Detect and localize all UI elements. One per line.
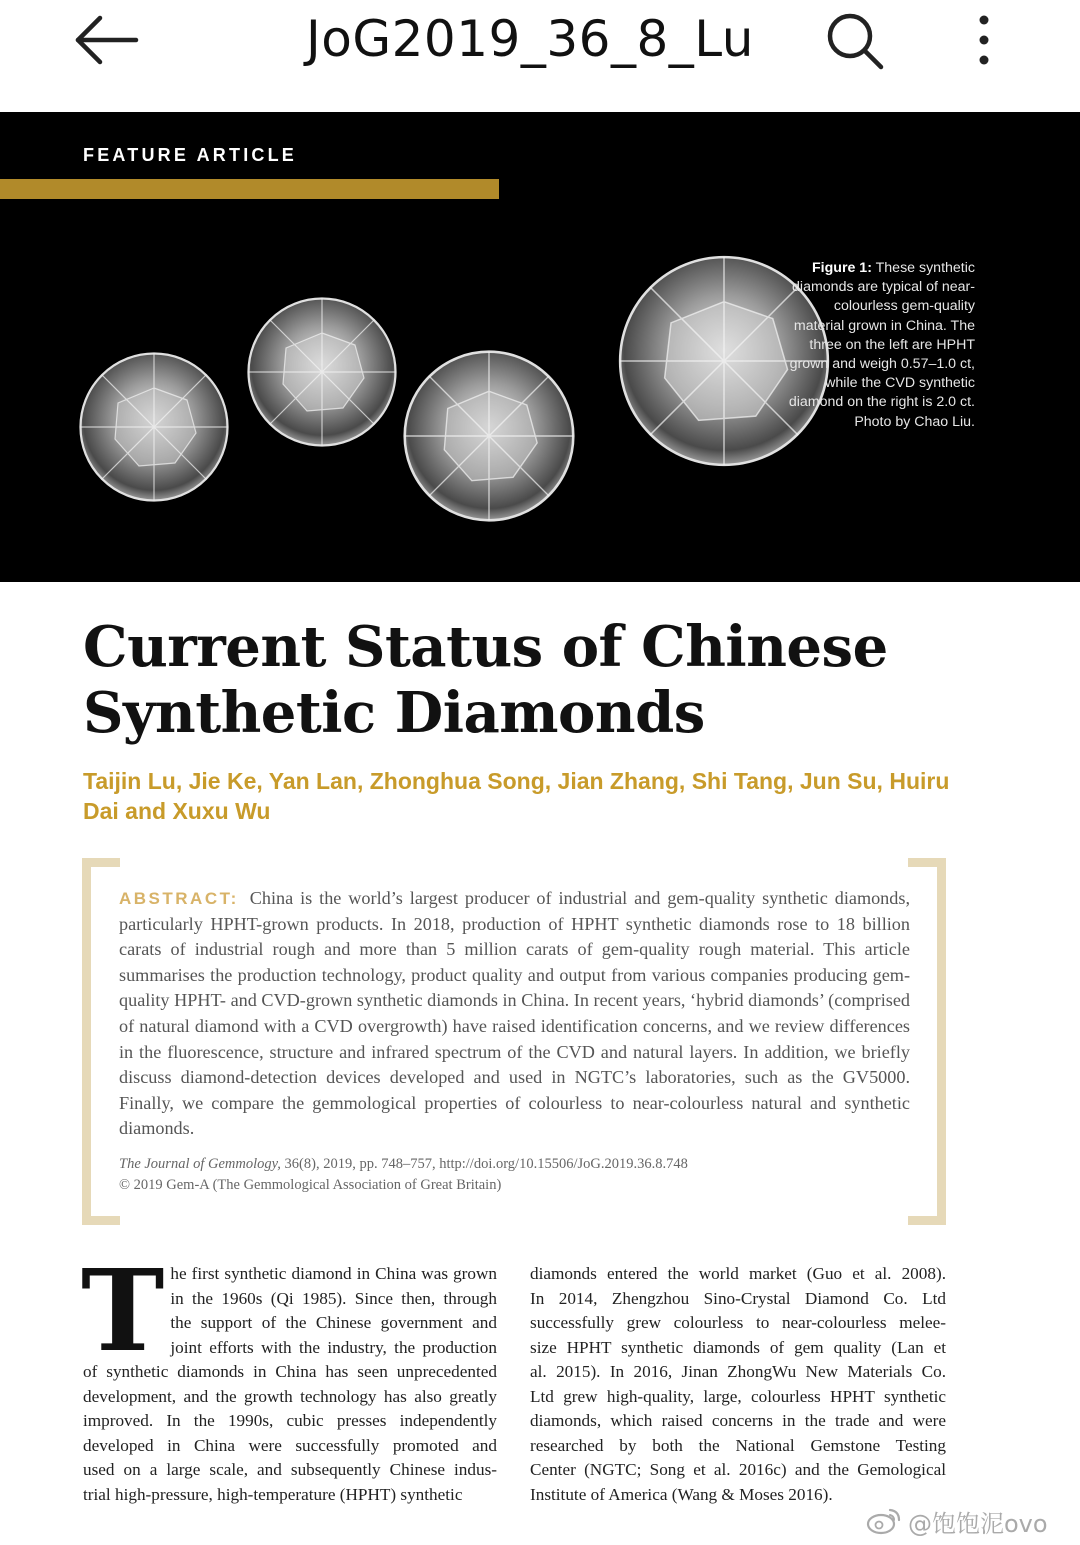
article-authors: Taijin Lu, Jie Ke, Yan Lan, Zhonghua Song, Jian Zhang, Shi Tang, Jun Su, Huiru Dai and Xuxu Wu: [83, 768, 950, 824]
body-line: he first synthetic diamond in China was grown: [170, 1264, 497, 1283]
accent-bar: [0, 179, 499, 199]
body-line: Ltd grew high-quality, large, colourless HPHT synthetic: [530, 1386, 946, 1406]
citation-details: 36(8), 2019, pp. 748–757, http://doi.org/10.15506/JoG.2019.36.8.748: [280, 1156, 688, 1172]
body-line: of synthetic diamonds in China has seen unprecedented: [83, 1362, 497, 1381]
feature-header: [0, 112, 1080, 582]
search-button[interactable]: [824, 10, 888, 72]
search-icon: [824, 10, 888, 72]
journal-name: The Journal of Gemmology,: [119, 1156, 281, 1172]
abstract-label: ABSTRACT:: [119, 889, 239, 908]
body-column-left: [81, 1246, 497, 1507]
body-column-right: [530, 1262, 946, 1507]
body-line: developed in China were successfully promoted and: [83, 1435, 497, 1455]
article-title: Current Status of Chinese Synthetic Diamonds: [83, 614, 888, 746]
abstract-body: China is the world’s largest producer of industrial and gem-quality synthetic diamonds, particularly HPHT-grown products. In 2018, production of HPHT synthetic diamonds rose to 18 billion carats of industrial rough and more than 5 million carats of gem-quality rough material. This article summarises the production technology, product quality and output from various companies producing gem-quality HPHT- and CVD-grown synthetic diamonds in China. In recent years, ‘hybrid diamonds’ (comprised of natural diamond with a CVD overgrowth) have raised identification concerns, and we review differences in the fluorescence, structure and infrared spectrum of the CVD and natural layers. In addition, we briefly discuss diamond-detection devices developed and used in NGTC’s laboratories, such as the GV5000. Finally, we compare the gemmological properties of colourless to near-colourless natural and synthetic diamonds.: [119, 888, 910, 1139]
body-line: diamonds entered the world market (Guo et al. 2008).: [530, 1264, 946, 1283]
abstract-bracket-right: [908, 858, 946, 1225]
body-line: development, and the growth technology has also greatly: [83, 1386, 497, 1406]
body-line: Center (NGTC; Song et al. 2016c) and the Gemological: [530, 1460, 946, 1479]
body-line: used on a large scale, and subsequently Chinese indus-: [83, 1460, 497, 1479]
body-line: al. 2015). In 2016, Jinan ZhongWu New Materials Co.: [530, 1362, 946, 1381]
watermark: [866, 1504, 1076, 1538]
copyright-line: © 2019 Gem-A (The Gemmological Association of Great Britain): [119, 1177, 502, 1193]
body-line: the support of the Chinese government and: [170, 1313, 497, 1332]
body-line: successfully grew colourless to near-colourless melee-: [530, 1313, 946, 1332]
figure-caption-label: Figure 1:: [812, 260, 872, 276]
body-line: diamonds, which raised concerns in the trade and were: [530, 1411, 946, 1430]
app-bar: [0, 0, 1080, 112]
more-options-button[interactable]: [964, 12, 1004, 68]
more-vertical-icon: [964, 12, 1004, 68]
citation: [119, 1154, 899, 1196]
body-line: improved. In the 1990s, cubic presses independently: [83, 1411, 497, 1430]
citation-line: [119, 1154, 899, 1175]
diamond-photo-1: [79, 352, 229, 502]
body-line: trial high-pressure, high-temperature (HPHT) synthetic: [83, 1484, 463, 1504]
figure-caption: [780, 259, 975, 432]
back-button[interactable]: [70, 14, 142, 66]
body-line: size HPHT synthetic diamonds of gem quality (Lan et: [530, 1337, 946, 1357]
abstract-text: [119, 886, 910, 1142]
body-line: joint efforts with the industry, the production: [170, 1337, 497, 1357]
diamond-photo-3: [403, 350, 575, 522]
body-line: researched by both the National Gemstone Testing: [530, 1435, 946, 1455]
abstract-bracket-left: [82, 858, 120, 1225]
weibo-logo-icon: [866, 1506, 902, 1536]
watermark-text: @饱饱泥ovo: [908, 1510, 1048, 1538]
section-label: FEATURE ARTICLE: [83, 145, 297, 165]
body-line: Institute of America (Wang & Moses 2016).: [530, 1484, 833, 1504]
figure-caption-text: These synthetic diamonds are typical of near-colourless gem-quality material grown in China. The three on the left are HPHT grown and weigh 0.57–1.0 ct, while the CVD synthetic diamond on the right is 2.0 ct. Photo by Chao Liu.: [788, 260, 975, 430]
drop-cap: T: [81, 1246, 165, 1377]
document-title: JoG2019_36_8_Lu: [306, 10, 754, 68]
body-line: in the 1960s (Qi 1985). Since then, through: [170, 1288, 497, 1308]
arrow-left-icon: [70, 14, 142, 66]
body-line: In 2014, Zhengzhou Sino-Crystal Diamond Co. Ltd: [530, 1288, 946, 1308]
diamond-photo-2: [247, 297, 397, 447]
